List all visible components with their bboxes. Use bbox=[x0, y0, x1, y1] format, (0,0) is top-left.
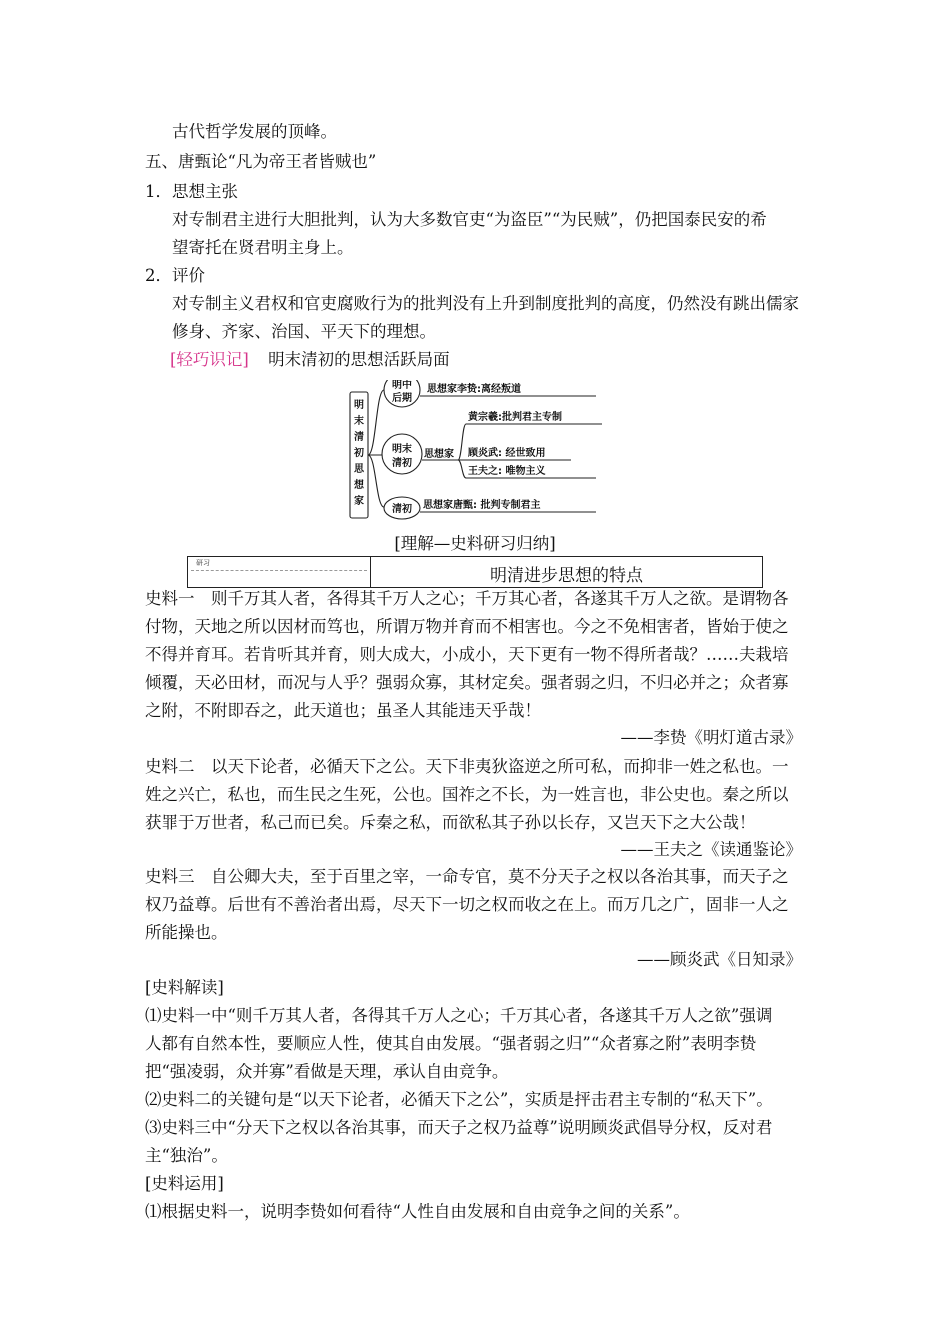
b2-leaf: 黄宗羲:批判君主专制 bbox=[468, 412, 562, 423]
usage-title: [史料运用] bbox=[145, 1174, 224, 1193]
source-line: 权乃益尊。后世有不善治者出焉，尽天下一切之权而收之在上。而万几之广，固非一人之 bbox=[145, 895, 789, 914]
reading-line: 主“独治”。 bbox=[145, 1146, 228, 1165]
research-tag: 研习 bbox=[196, 559, 210, 567]
b2-leaf: 顾炎武: 经世致用 bbox=[468, 448, 546, 459]
source-attribution: ——顾炎武《日知录》 bbox=[637, 950, 802, 969]
reading-line: ⑴史料一中“则千万其人者，各得其千万人之心；千万其心者，各遂其千万人之欲”强调 bbox=[145, 1006, 773, 1025]
research-title: 明清进步思想的特点 bbox=[490, 566, 643, 586]
source-line: 之附，不附即吞之，此天道也；虽圣人其能违天乎哉！ bbox=[145, 701, 541, 720]
research-header-box bbox=[187, 556, 763, 588]
usage-line: ⑴根据史料一，说明李贽如何看待“人性自由发展和自由竞争之间的关系”。 bbox=[145, 1202, 690, 1221]
b3-leaf: 思想家唐甄: 批判专制君主 bbox=[423, 500, 541, 511]
source-line: 不得并育耳。若肯听其并育，则大成大，小成小，天下更有一物不得所者哉？……夫栽培 bbox=[145, 645, 789, 664]
memo-line bbox=[170, 349, 450, 371]
reading-line: 把“强凌弱，众并寡”看做是天理，承认自由竞争。 bbox=[145, 1062, 509, 1081]
subheading: 2．评价 bbox=[145, 266, 205, 285]
source-line: 史料三 自公卿大夫，至于百里之宰，一命专官，莫不分天子之权以各治其事，而天子之 bbox=[145, 867, 789, 886]
root-char: 初 bbox=[354, 448, 364, 459]
subheading: 1．思想主张 bbox=[145, 182, 238, 201]
root-char: 想 bbox=[354, 480, 364, 491]
root-char: 明 bbox=[354, 400, 364, 411]
source-line: 获罪于万世者，私己而已矣。斥秦之私，而欲私其子孙以长存，又岂天下之大公哉！ bbox=[145, 813, 756, 832]
memo-tag: [轻巧识记] bbox=[170, 350, 249, 369]
source-line: 倾覆，天必田材，而况与人乎？强弱众寡，其材定矣。强者弱之归，不归必并之；众者寡 bbox=[145, 673, 789, 692]
section-heading: 五、唐甄论“凡为帝王者皆贼也” bbox=[145, 152, 377, 171]
source-line: 付物，天地之所以因材而笃也，所谓万物并育而不相害也。今之不免相害者，皆始于使之 bbox=[145, 617, 789, 636]
source-line: 所能操也。 bbox=[145, 923, 228, 942]
text-line: 古代哲学发展的顶峰。 bbox=[172, 122, 337, 141]
b2-label: 清初 bbox=[392, 458, 412, 469]
b3-label: 清初 bbox=[392, 504, 412, 515]
text-line: 修身、齐家、治国、平天下的理想。 bbox=[172, 322, 436, 341]
research-tag-cell bbox=[188, 557, 371, 587]
reading-line: ⑶史料三中“分天下之权以各治其事，而天子之权乃益尊”说明顾炎武倡导分权，反对君 bbox=[145, 1118, 773, 1137]
root-char: 清 bbox=[354, 432, 364, 443]
root-char: 家 bbox=[354, 496, 364, 507]
root-char: 末 bbox=[354, 416, 364, 427]
source-line: 史料二 以天下论者，必循天下之公。天下非夷狄盗逆之所可私，而抑非一姓之私也。一 bbox=[145, 757, 789, 776]
b2-leaf: 王夫之: 唯物主义 bbox=[468, 466, 546, 477]
source-attribution: ——王夫之《读通鉴论》 bbox=[620, 840, 802, 859]
source-attribution: ——李贽《明灯道古录》 bbox=[620, 728, 802, 747]
text-line: 望寄托在贤君明主身上。 bbox=[172, 238, 354, 257]
text-line: 对专制君主进行大胆批判，认为大多数官吏“为盗臣”“为民贼”，仍把国泰民安的希 bbox=[172, 210, 767, 229]
root-connectors bbox=[368, 390, 384, 507]
b2-label: 明末 bbox=[392, 444, 412, 455]
root-char: 思 bbox=[354, 464, 364, 475]
b1-label: 明中 bbox=[392, 380, 412, 391]
b1-leaf: 思想家李贽:离经叛道 bbox=[427, 384, 521, 395]
source-line: 姓之兴亡，私也，而生民之生死，公也。国祚之不长，为一姓言也，非公史也。秦之所以 bbox=[145, 785, 789, 804]
text-line: 对专制主义君权和官吏腐败行为的批判没有上升到制度批判的高度，仍然没有跳出儒家 bbox=[172, 294, 799, 313]
b1-label: 后期 bbox=[392, 393, 412, 404]
memo-title: 明末清初的思想活跃局面 bbox=[268, 350, 450, 369]
section-title: [理解—史料研习归纳] bbox=[394, 534, 556, 553]
b2-mid: 思想家 bbox=[424, 449, 454, 460]
reading-line: ⑵史料二的关键句是“以天下论者，必循天下之公”，实质是抨击君主专制的“私天下”。 bbox=[145, 1090, 773, 1109]
reading-line: 人都有自然本性，要顺应人性，使其自由发展。“强者弱之归”“众者寡之附”表明李贽 bbox=[145, 1034, 757, 1053]
mind-map-diagram bbox=[346, 380, 606, 532]
source-line: 史料一 则千万其人者，各得其千万人之心；千万其心者，各遂其千万人之欲。是谓物各 bbox=[145, 589, 789, 608]
reading-title: [史料解读] bbox=[145, 978, 224, 997]
